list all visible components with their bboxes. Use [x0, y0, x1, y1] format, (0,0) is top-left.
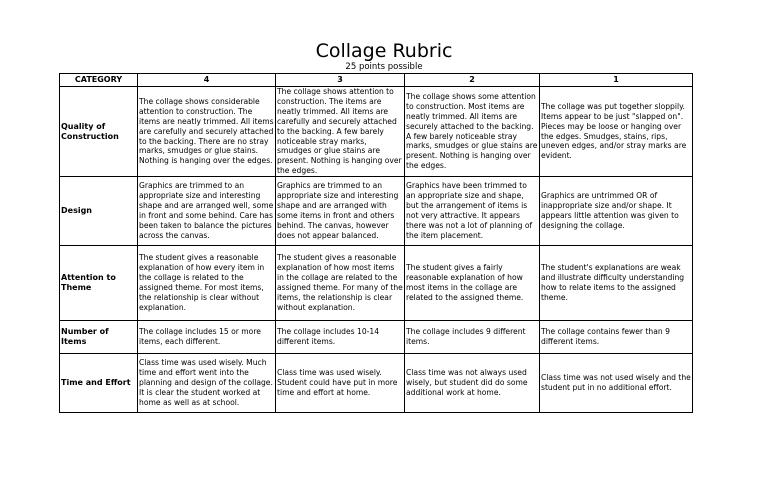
rubric-cell: The collage includes 9 different items. [405, 321, 540, 354]
row-category-label: Quality of Construction [60, 87, 138, 177]
table-row [60, 321, 693, 354]
rubric-cell: The collage shows attention to construction. The items are neatly trimmed. All items are carefully and securely attached to the backing. A few barely noticeable stray marks, smudges or glue stains are present. Nothing is hanging over the edges. [276, 87, 405, 177]
rubric-cell: The collage was put together sloppily. Items appear to be just "slapped on". Pieces may be loose or hanging over the edges. Smudges, stains, rips, uneven edges, and/or stray marks are evident. [540, 87, 693, 177]
header-score-1: 1 [540, 74, 693, 87]
rubric-cell: Graphics are untrimmed OR of inappropriate size and/or shape. It appears little attention was given to designing the collage. [540, 177, 693, 246]
rubric-cell: The collage includes 15 or more items, each different. [138, 321, 276, 354]
rubric-cell: The student gives a reasonable explanation of how every item in the collage is related to the assigned theme. For most items, the relationship is clear without explanation. [138, 246, 276, 321]
row-category-label: Attention to Theme [60, 246, 138, 321]
rubric-cell: Class time was not used wisely and the student put in no additional effort. [540, 354, 693, 413]
rubric-table [59, 73, 693, 413]
table-row [60, 354, 693, 413]
rubric-cell: The student's explanations are weak and illustrate difficulty understanding how to relate items to the assigned theme. [540, 246, 693, 321]
rubric-cell: The student gives a fairly reasonable explanation of how most items in the collage are related to the assigned theme. [405, 246, 540, 321]
rubric-cell: Class time was used wisely. Student could have put in more time and effort at home. [276, 354, 405, 413]
header-score-3: 3 [276, 74, 405, 87]
rubric-cell: The collage shows some attention to construction. Most items are neatly trimmed. All items are securely attached to the backing. A few barely noticeable stray marks, smudges or glue stains are present. Nothing is hanging over the edges. [405, 87, 540, 177]
page-title: Collage Rubric [315, 40, 453, 62]
header-category: CATEGORY [60, 74, 138, 87]
row-category-label: Time and Effort [60, 354, 138, 413]
rubric-cell: The student gives a reasonable explanation of how most items in the collage are related to the assigned theme. For many of the items, the relationship is clear without explanation. [276, 246, 405, 321]
table-row [60, 246, 693, 321]
rubric-cell: The collage includes 10-14 different items. [276, 321, 405, 354]
rubric-cell: Class time was used wisely. Much time and effort went into the planning and design of the collage. It is clear the student worked at home as well as at school. [138, 354, 276, 413]
page-subtitle: 25 points possible [345, 62, 423, 72]
rubric-cell: Graphics are trimmed to an appropriate size and interesting shape and are arranged with some items in front and others behind. The canvas, however does not appear balanced. [276, 177, 405, 246]
header-score-4: 4 [138, 74, 276, 87]
rubric-cell: Class time was not always used wisely, but student did do some additional work at home. [405, 354, 540, 413]
row-category-label: Number of Items [60, 321, 138, 354]
row-category-label: Design [60, 177, 138, 246]
header-score-2: 2 [405, 74, 540, 87]
rubric-cell: Graphics have been trimmed to an appropriate size and shape, but the arrangement of items is not very attractive. It appears there was not a lot of planning of the item placement. [405, 177, 540, 246]
table-row [60, 177, 693, 246]
rubric-cell: The collage shows considerable attention to construction. The items are neatly trimmed. All items are carefully and securely attached to the backing. There are no stray marks, smudges or glue stains. Nothing is hanging over the edges. [138, 87, 276, 177]
table-row [60, 87, 693, 177]
rubric-cell: The collage contains fewer than 9 different items. [540, 321, 693, 354]
table-header-row [60, 74, 693, 87]
rubric-cell: Graphics are trimmed to an appropriate size and interesting shape and are arranged well, some in front and some behind. Care has been taken to balance the pictures across the canvas. [138, 177, 276, 246]
